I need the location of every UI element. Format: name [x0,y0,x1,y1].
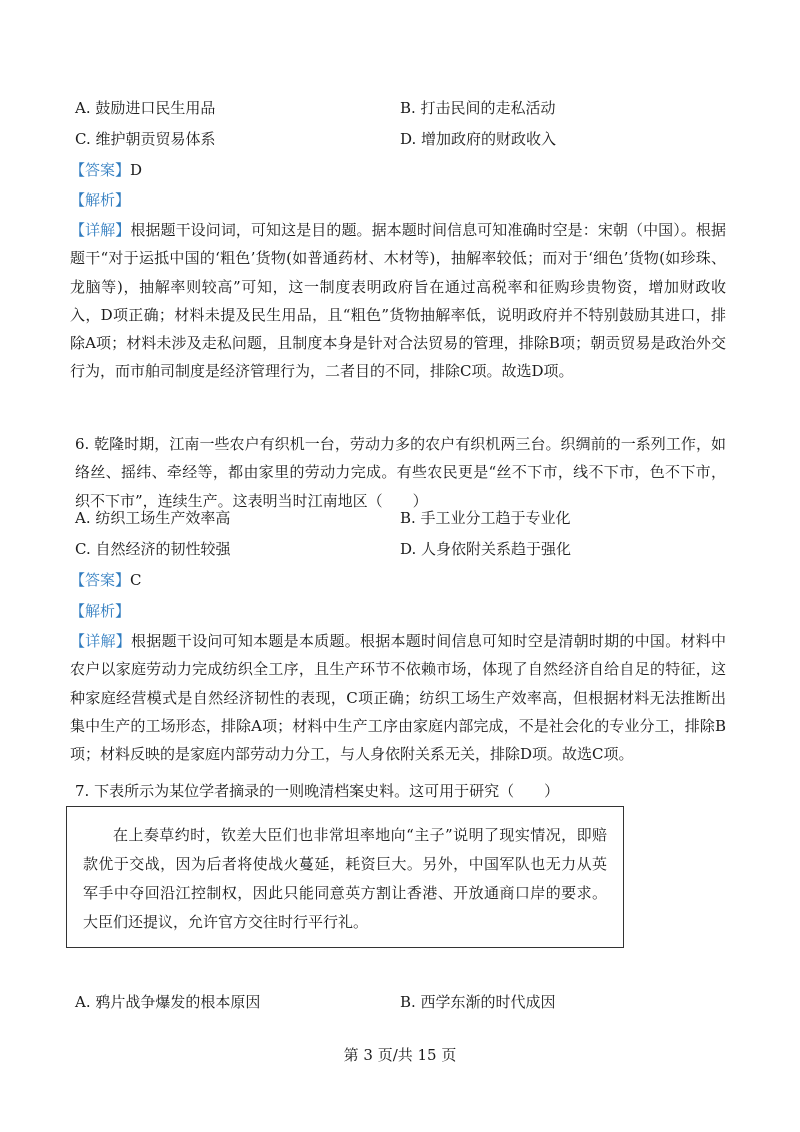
q7-options-row-1 [75,991,735,1013]
q5-option-d: D. 增加政府的财政收入 [400,130,557,148]
q6-option-a: A. 纺织工场生产效率高 [75,509,231,527]
detail-tag: 【详解】 [70,632,132,650]
q7-stem: 7. 下表所示为某位学者摘录的一则晚清档案史料。这可用于研究（ ） [75,782,560,800]
q6-stem: 6. 乾隆时期，江南一些农户有织机一台，劳动力多的农户有织机两三台。织绸前的一系列工作，如络丝、摇纬、牵经等，都由家里的劳动力完成。有些农民更是“丝不下市，线不下市，色不下市，织不下市”，连续生产。这表明当时江南地区（ ） [75,435,726,510]
q6-detail-text: 根据题干设问可知本题是本质题。根据本题时间信息可知时空是清朝时期的中国。材料中农户以家庭劳动力完成纺织全工序，且生产环节不依赖市场，体现了自然经济自给自足的特征，这种家庭经营模式是自然经济韧性的表现，C项正确；纺织工场生产效率高，但根据材料无法推断出集中生产的工场形态，排除A项；材料中生产工序由家庭内部完成，不是社会化的专业分工，排除B项；材料反映的是家庭内部劳动力分工，与人身依附关系无关，排除D项。故选C项。 [70,632,726,764]
answer-value: C [130,571,142,589]
q5-analysis-heading [70,189,130,211]
q6-option-d: D. 人身依附关系趋于强化 [400,540,572,558]
q7-option-a: A. 鸦片战争爆发的根本原因 [75,993,261,1011]
q5-answer [70,159,142,181]
q6-options-row-2 [75,538,735,560]
q5-option-c: C. 维护朝贡贸易体系 [75,130,216,148]
analysis-tag: 【解析】 [70,191,131,209]
q6-answer [70,569,142,591]
q5-option-b: B. 打击民间的走私活动 [400,99,556,117]
q6-option-b: B. 手工业分工趋于专业化 [400,509,571,527]
answer-value: D [130,161,143,179]
q7-option-b: B. 西学东渐的时代成因 [400,993,556,1011]
page-footer: 第 3 页/共 15 页 [343,1046,457,1064]
detail-tag: 【详解】 [70,221,131,239]
q5-detail-text: 根据题干设问词，可知这是目的题。据本题时间信息可知准确时空是：宋朝（中国）。根据题干“对于运抵中国的‘粗色’货物(如普通药材、木材等)，抽解率较低；而对于‘细色’货物(如珍珠、龙脑等)，抽解率则较高”可知，这一制度表明政府旨在通过高税率和征购珍贵物资，增加财政收入，D项正确；材料未提及民生用品，且“粗色”货物抽解率低，说明政府并不特别鼓励其进口，排除A项；材料未涉及走私问题，且制度本身是针对合法贸易的管理，排除B项；朝贡贸易是政治外交行为，而市舶司制度是经济管理行为，二者目的不同，排除C项。故选D项。 [70,221,726,381]
q5-detail [70,216,726,386]
q5-options-row-1 [75,97,735,119]
q7-source-box: 在上奏草约时，钦差大臣们也非常坦率地向“主子”说明了现实情况，即赔款优于交战，因为后者将使战火蔓延，耗资巨大。另外，中国军队也无力从英军手中夺回沿江控制权，因此只能同意英方割让香港、开放通商口岸的要求。大臣们还提议，允许官方交往时行平行礼。 [66,806,624,948]
answer-tag: 【答案】 [70,161,131,179]
q6-detail [70,627,726,768]
q6-options-row-1 [75,507,735,529]
analysis-tag: 【解析】 [70,602,131,620]
q6-option-c: C. 自然经济的韧性较强 [75,540,231,558]
q5-options-row-2 [75,128,735,150]
q5-option-a: A. 鼓励进口民生用品 [75,99,216,117]
answer-tag: 【答案】 [70,571,131,589]
q6-analysis-heading [70,600,130,622]
